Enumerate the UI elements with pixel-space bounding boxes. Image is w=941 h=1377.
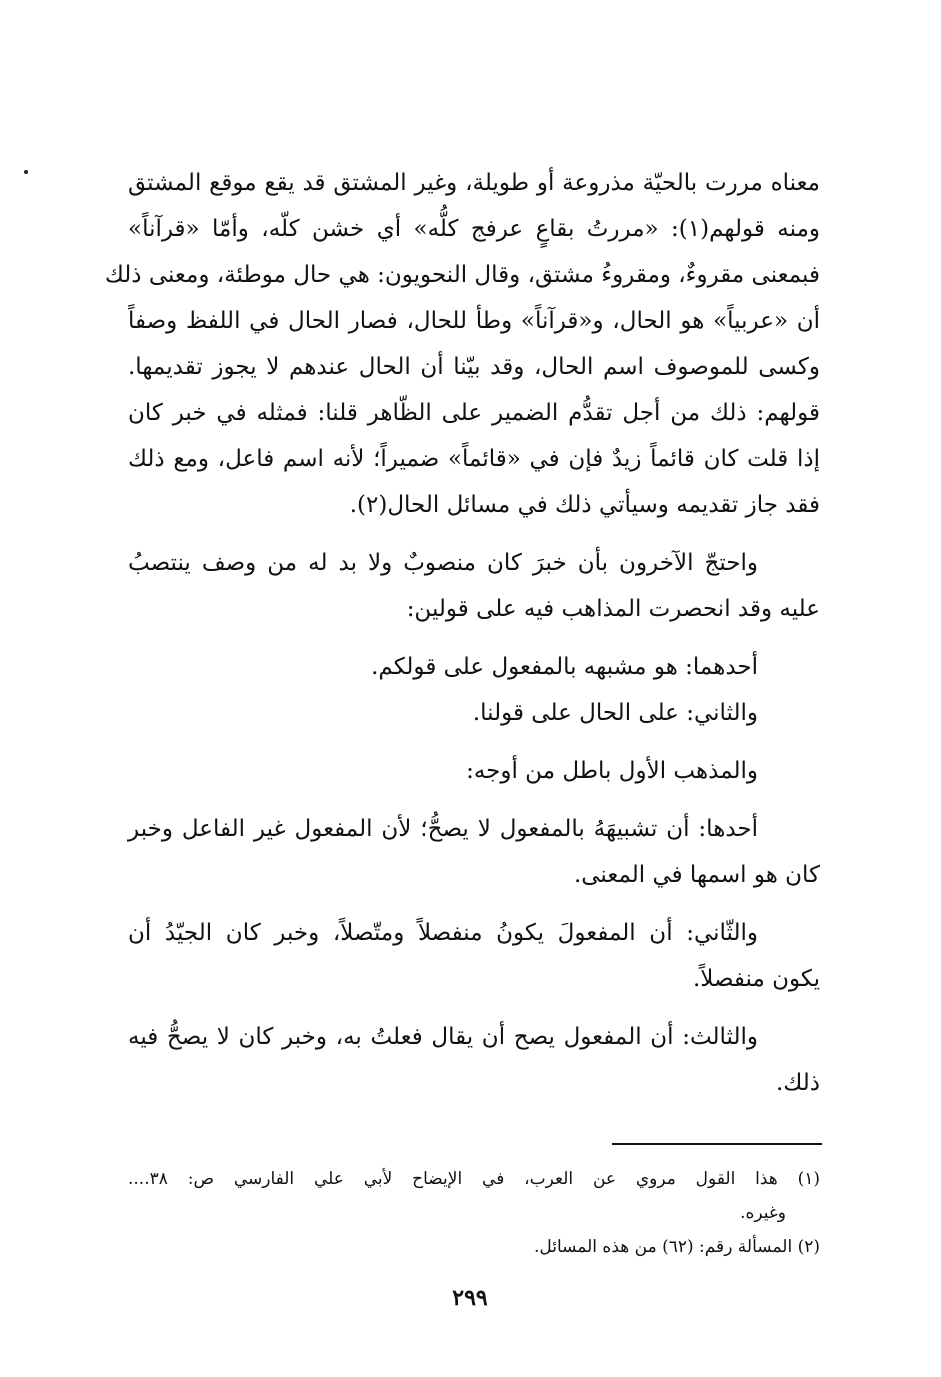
text-line: فقد جاز تقديمه وسيأتي ذلك في مسائل الحال(٢). [349, 492, 820, 518]
page-number: ٢٩٩ [452, 1285, 488, 1311]
text-line: ومنه قولهم(١): «مررتُ بقاعٍ عرفج كلُّه» أي خشن كلّه، وأمّا «قرآناً» [128, 216, 820, 242]
text-line: واحتجّ الآخرون بأن خبرَ كان منصوبٌ ولا بد له من وصف ينتصبُ [128, 550, 758, 576]
paragraph-gap [128, 1002, 820, 1014]
paragraph-gap [128, 528, 820, 540]
text-line: معناه مررت بالحيّة مذروعة أو طويلة، وغير المشتق قد يقع موقع المشتق [128, 170, 820, 196]
text-line: والثاني: على الحال على قولنا. [472, 700, 758, 726]
paragraph-gap [128, 794, 820, 806]
scan-speck [24, 170, 28, 174]
text-line: وكسى للموصوف اسم الحال، وقد بيّنا أن الحال عندهم لا يجوز تقديمها. [128, 354, 820, 380]
text-line: والثالث: أن المفعول يصح أن يقال فعلتُ به، وخبر كان لا يصحُّ فيه [128, 1024, 758, 1050]
text-line: قولهم: ذلك من أجل تقدُّم الضمير على الظّاهر قلنا: فمثله في خبر كان [128, 400, 820, 426]
text-line: إذا قلت كان قائماً زيدٌ فإن في «قائماً» ضميراً؛ لأنه اسم فاعل، ومع ذلك [128, 446, 820, 472]
footnote-line: وغيره. [740, 1203, 786, 1223]
paragraph-gap [128, 736, 820, 748]
text-line: يكون منفصلاً. [692, 966, 820, 992]
footnote-line: (٢) المسألة رقم: (٦٢) من هذه المسائل. [533, 1237, 820, 1257]
text-line: والمذهب الأول باطل من أوجه: [466, 758, 758, 784]
body-text [104, 160, 820, 1106]
text-line: ذلك. [776, 1070, 820, 1096]
text-line: والثّاني: أن المفعولَ يكونُ منفصلاً ومتّصلاً، وخبر كان الجيّدُ أن [128, 920, 758, 946]
footnote-separator [612, 1143, 822, 1145]
paragraph-gap [128, 632, 820, 644]
text-line: أحدهما: هو مشبهه بالمفعول على قولكم. [371, 654, 758, 680]
footnotes [128, 1162, 820, 1264]
text-line: فبمعنى مقروءٌ، ومقروءُ مشتق، وقال النحويون: هي حال موطئة، ومعنى ذلك [104, 262, 820, 288]
paragraph-gap [128, 898, 820, 910]
text-line: كان هو اسمها في المعنى. [573, 862, 820, 888]
text-line: أحدها: أن تشبيهَهُ بالمفعول لا يصحُّ؛ لأن المفعول غير الفاعل وخبر [128, 816, 759, 842]
footnote-line: (١) هذا القول مروي عن العرب، في الإيضاح لأبي علي الفارسي ص: ٣٨.... [128, 1169, 820, 1189]
text-line: عليه وقد انحصرت المذاهب فيه على قولين: [406, 596, 820, 622]
text-line: أن «عربياً» هو الحال، و«قرآناً» وطأ للحال، فصار الحال في اللفظ وصفاً [128, 308, 820, 334]
